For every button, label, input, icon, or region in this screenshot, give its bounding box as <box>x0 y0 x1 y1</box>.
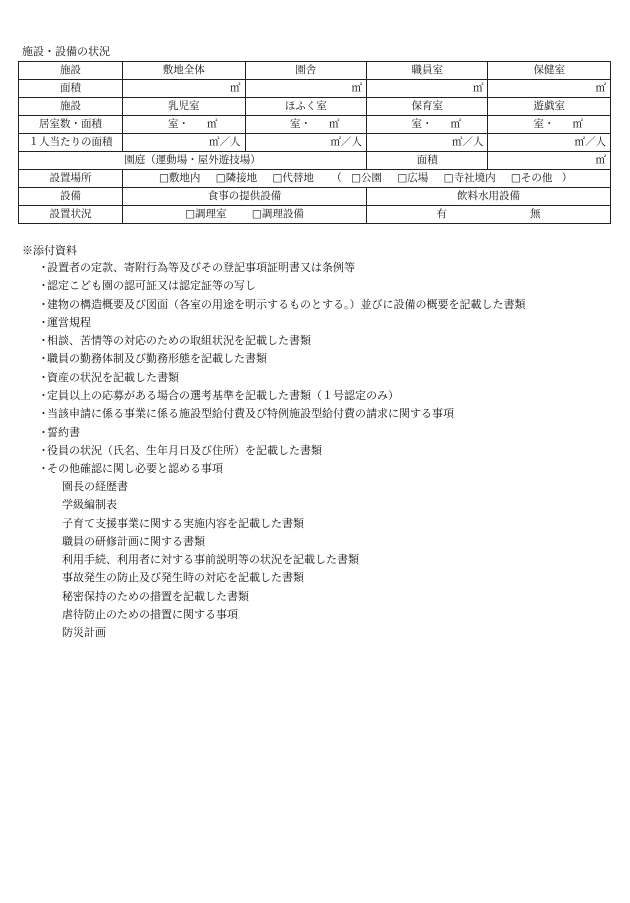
list-item <box>38 369 526 387</box>
per-person-cell: ㎡／人 <box>122 134 245 152</box>
sub-list-item: 防災計画 <box>62 626 106 640</box>
header-cell: 保育室 <box>366 98 487 116</box>
yard-label: 園庭（運動場・屋外遊技場） <box>19 152 367 170</box>
list-item <box>38 387 526 405</box>
item-text: 定員以上の応募がある場合の選考基準を記載した書類（１号認定のみ） <box>47 389 399 403</box>
room-label: 室・ <box>533 118 555 130</box>
sub-list-item: 秘密保持のための措置を記載した書類 <box>62 589 249 603</box>
item-text: その他確認に関し必要と認める事項 <box>47 462 223 476</box>
bullet: ・ <box>38 462 49 476</box>
room-label: 室・ <box>167 118 189 130</box>
list-item <box>38 277 526 295</box>
checkbox-substitute[interactable]: □代替地 <box>272 172 314 184</box>
list-item <box>38 314 526 332</box>
list-item <box>38 442 526 460</box>
table-row <box>19 170 611 188</box>
table-row <box>19 62 611 80</box>
list-item <box>38 424 526 442</box>
room-area-cell <box>488 116 611 134</box>
row-label: 居室数・面積 <box>19 116 123 134</box>
unit-label: ㎡ <box>206 118 218 130</box>
row-label: 設置場所 <box>19 170 123 188</box>
item-text: 設置者の定款、寄附行為等及びその登記事項証明書又は条例等 <box>47 261 355 274</box>
header-cell: 乳児室 <box>122 98 245 116</box>
header-cell: 職員室 <box>366 62 487 80</box>
facility-table <box>18 61 611 224</box>
table-row <box>19 80 611 98</box>
table-row <box>19 98 611 116</box>
row-label: 設備 <box>19 188 123 206</box>
room-label: 室・ <box>411 118 433 130</box>
meal-options <box>122 206 366 224</box>
item-text: 誓約書 <box>47 425 80 439</box>
per-person-cell: ㎡／人 <box>366 134 487 152</box>
list-item <box>38 296 526 314</box>
row-label: １人当たりの面積 <box>19 134 123 152</box>
header-cell: ほふく室 <box>245 98 366 116</box>
option-no[interactable]: 無 <box>530 208 541 220</box>
item-text: 役員の状況（氏名、生年月日及び住所）を記載した書類 <box>47 443 322 457</box>
room-area-cell <box>366 116 487 134</box>
per-person-cell: ㎡／人 <box>245 134 366 152</box>
header-cell: 園舎 <box>245 62 366 80</box>
bullet: ・ <box>38 352 49 366</box>
yard-area-label: 面積 <box>366 152 487 170</box>
bullet: ・ <box>38 315 49 329</box>
list-item <box>38 259 526 277</box>
unit-label: ㎡ <box>450 118 461 130</box>
table-row <box>19 188 611 206</box>
bullet: ・ <box>38 443 49 457</box>
bullet: ・ <box>38 297 49 311</box>
sub-items-list <box>62 478 359 643</box>
item-text: 運営規程 <box>47 315 91 329</box>
item-text: 建物の構造概要及び図面（各室の用途を明示するものとする。）並びに設備の概要を記載した書類 <box>47 297 526 311</box>
header-cell: 敷地全体 <box>122 62 245 80</box>
item-text: 認定こども園の認可証又は認定証等の写し <box>47 279 256 293</box>
checkbox-on-site[interactable]: □敷地内 <box>158 172 201 184</box>
item-text: 当該申請に係る事業に係る施設型給付費及び特例施設型給付費の請求に関する事項 <box>47 407 454 421</box>
row-label: 面積 <box>19 80 123 98</box>
area-cell: ㎡ <box>488 80 611 98</box>
list-item <box>38 350 526 368</box>
header-cell: 施設 <box>19 98 123 116</box>
water-options <box>366 206 610 224</box>
sub-list-item: 園長の経歴書 <box>62 480 128 493</box>
room-area-cell <box>245 116 366 134</box>
paren-close: ） <box>561 172 573 184</box>
unit-label: ㎡ <box>572 118 583 130</box>
bullet: ・ <box>38 407 49 421</box>
sub-list-item: 利用手続、利用者に対する事前説明等の状況を記載した書類 <box>62 553 359 567</box>
table-row <box>19 152 611 170</box>
area-cell: ㎡ <box>366 80 487 98</box>
list-item <box>38 405 526 423</box>
row-label: 設置状況 <box>19 206 123 224</box>
sub-list-item: 職員の研修計画に関する書類 <box>62 534 205 548</box>
water-equipment-header: 飲料水用設備 <box>366 188 610 206</box>
item-text: 資産の状況を記載した書類 <box>47 370 179 384</box>
unit-label: ㎡ <box>328 118 340 130</box>
section-title: 施設・設備の状況 <box>22 45 110 58</box>
list-item <box>38 460 526 478</box>
item-text: 相談、苦情等の対応のための取組状況を記載した書類 <box>47 334 311 348</box>
checkbox-cooking-equipment[interactable]: □調理設備 <box>251 208 304 220</box>
table-row <box>19 134 611 152</box>
header-cell: 保健室 <box>488 62 611 80</box>
item-text: 職員の勤務体制及び勤務形態を記載した書類 <box>47 352 267 366</box>
bullet: ・ <box>38 261 49 274</box>
meal-equipment-header: 食事の提供設備 <box>122 188 366 206</box>
bullet: ・ <box>38 389 49 403</box>
table-row <box>19 116 611 134</box>
location-options <box>122 170 610 188</box>
room-area-cell <box>122 116 245 134</box>
area-cell: ㎡ <box>245 80 366 98</box>
room-label: 室・ <box>289 118 311 130</box>
checkbox-park[interactable]: □公園 <box>351 172 383 184</box>
sub-list-item: 事故発生の防止及び発生時の対応を記載した書類 <box>62 571 304 585</box>
attachments-list <box>38 259 526 479</box>
attachments-title: ※添付資料 <box>22 244 77 257</box>
checkbox-adjacent[interactable]: □隣接地 <box>215 172 258 184</box>
per-person-cell: ㎡／人 <box>488 134 611 152</box>
list-item <box>38 332 526 350</box>
area-cell: ㎡ <box>122 80 245 98</box>
sub-list-item: 虐待防止のための措置に関する事項 <box>62 608 238 622</box>
option-yes[interactable]: 有 <box>436 208 447 220</box>
table-row <box>19 206 611 224</box>
bullet: ・ <box>38 334 49 348</box>
bullet: ・ <box>38 279 49 293</box>
sub-list-item: 子育て支援事業に関する実施内容を記載した書類 <box>62 516 304 530</box>
paren-open: （ <box>331 172 342 184</box>
bullet: ・ <box>38 425 49 439</box>
checkbox-shrine[interactable]: □寺社境内 <box>443 172 496 184</box>
yard-area-cell: ㎡ <box>488 152 611 170</box>
header-cell: 施設 <box>19 62 123 80</box>
checkbox-plaza[interactable]: □広場 <box>397 172 429 184</box>
sub-list-item: 学級編制表 <box>62 498 117 512</box>
checkbox-other[interactable]: □その他 <box>510 172 553 184</box>
bullet: ・ <box>38 370 49 384</box>
checkbox-kitchen[interactable]: □調理室 <box>185 208 227 220</box>
header-cell: 遊戯室 <box>488 98 611 116</box>
